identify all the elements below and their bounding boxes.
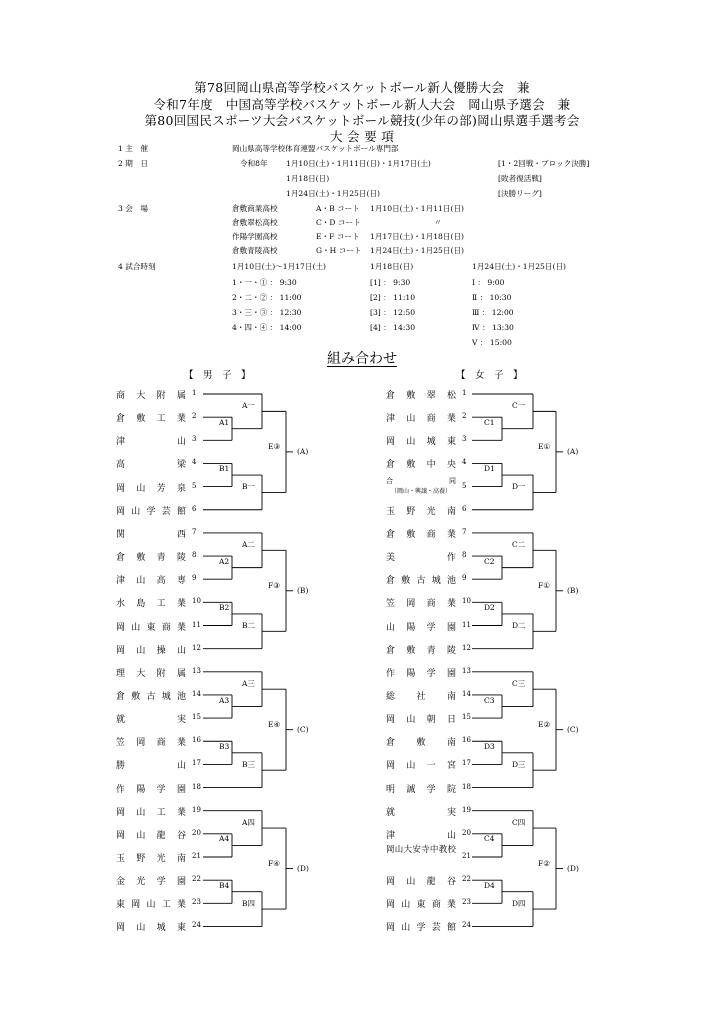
period-note-3: [決勝リーグ] — [498, 189, 542, 198]
boys-team-6: 岡山学芸館 — [116, 506, 186, 517]
times-col1-header: 1月10日(土)～1月17日(土) — [232, 262, 326, 271]
boys-team-14: 倉敷古城池 — [116, 691, 186, 702]
boys-team-5: 岡山芳泉 — [116, 483, 186, 494]
venue-court-1: A・B コート — [316, 204, 360, 213]
boys-r2-label-7: A四 — [242, 818, 255, 828]
girls-num-5: 5 — [462, 481, 467, 490]
boys-r2-label-8: B四 — [242, 899, 256, 909]
girls-team-16: 倉敷南 — [386, 738, 456, 749]
times-col3-row5: Ⅴ ： 15:00 — [472, 338, 512, 347]
times-col1-row3: 3・三・③ ： 12:30 — [232, 308, 302, 317]
boys-num-5: 5 — [192, 481, 197, 490]
girls-team-3: 岡山城東 — [386, 437, 456, 448]
boys-r1-label-6: B3 — [219, 741, 230, 751]
girls-block-label-2: (B) — [567, 585, 579, 595]
boys-team-20: 岡山龍谷 — [116, 830, 186, 841]
girls-num-23: 23 — [462, 898, 471, 907]
boys-block-label-3: (C) — [297, 724, 309, 734]
venue-dates-4: 1月24日(土)・1月25日(日) — [370, 246, 464, 255]
girls-r1-label-6: D3 — [484, 741, 495, 751]
girls-team-4: 倉敷中央 — [386, 460, 456, 471]
boys-num-22: 22 — [192, 875, 201, 884]
title-line-2: 令和7年度 中国高等学校バスケットボール新人大会 岡山県予選会 兼 — [153, 97, 571, 112]
boys-r1-label-7: A4 — [219, 834, 230, 844]
girls-num-16: 16 — [462, 736, 471, 745]
boys-r2-label-1: A一 — [242, 401, 255, 411]
boys-num-13: 13 — [192, 666, 201, 675]
period-dates-2: 1月18日(日) — [286, 174, 330, 183]
girls-team-23: 岡山東商業 — [386, 900, 456, 911]
girls-team-5-sub: （岡山・興譲・高養） — [390, 487, 451, 495]
boys-team-10: 水島工業 — [116, 599, 186, 610]
boys-r2-label-6: B三 — [242, 760, 256, 770]
venue-court-3: E・F コート — [316, 232, 360, 241]
boys-r1-label-4: B2 — [219, 602, 230, 612]
boys-team-1: 商大附属 — [116, 391, 186, 401]
girls-team-9: 倉敷古城池 — [386, 576, 456, 587]
boys-num-9: 9 — [192, 574, 197, 583]
girls-num-4: 4 — [462, 458, 467, 467]
girls-team-20: 津山 — [386, 830, 456, 841]
boys-r2-label-5: A三 — [242, 679, 255, 689]
girls-final-label-4: F② — [538, 858, 550, 868]
boys-num-1: 1 — [192, 389, 197, 397]
boys-final-label-3: E④ — [268, 719, 281, 729]
girls-num-6: 6 — [462, 504, 467, 513]
boys-team-16: 笠岡商業 — [116, 738, 186, 749]
girls-r2-label-6: D三 — [512, 760, 526, 770]
boys-num-3: 3 — [192, 435, 197, 444]
venue-court-4: G・H コート — [316, 246, 362, 255]
period-label: 2 期 日 — [118, 159, 149, 168]
period-note-1: [1・2回戦・ブロック決勝] — [498, 159, 590, 168]
boys-team-21: 玉野光南 — [116, 854, 186, 864]
girls-r2-label-1: C一 — [512, 401, 526, 411]
boys-num-20: 20 — [192, 828, 201, 837]
girls-team-6: 玉野光南 — [386, 506, 456, 517]
girls-team-12: 倉敷青陵 — [386, 645, 456, 656]
times-col3-header: 1月24日(土)・1月25日(日) — [472, 262, 566, 271]
boys-num-10: 10 — [192, 597, 201, 606]
girls-num-9: 9 — [462, 574, 467, 583]
boys-team-2: 倉敷工業 — [116, 414, 186, 425]
times-col2-row4: [4] ： 14:30 — [370, 323, 416, 332]
boys-team-9: 津山高専 — [116, 576, 186, 587]
girls-final-label-2: F① — [538, 580, 550, 590]
organizer-value: 岡山県高等学校体育連盟バスケットボール専門部 — [232, 144, 399, 153]
venue-court-2: C・D コート — [316, 218, 361, 227]
boys-team-15: 就実 — [116, 715, 186, 726]
boys-r1-label-2: B1 — [219, 464, 230, 474]
venue-dates-1: 1月10日(土)・1月11日(日) — [370, 204, 464, 213]
girls-num-18: 18 — [462, 782, 471, 791]
boys-block-label-4: (D) — [297, 863, 309, 873]
boys-team-4: 高梁 — [116, 460, 186, 471]
boys-title: 【 男 子 】 — [184, 370, 251, 381]
girls-num-15: 15 — [462, 713, 471, 722]
boys-num-21: 21 — [192, 852, 201, 860]
girls-team-22: 岡山龍谷 — [386, 877, 456, 888]
boys-team-17: 勝山 — [116, 761, 186, 772]
boys-num-16: 16 — [192, 736, 201, 745]
boys-team-11: 岡山東商業 — [116, 622, 186, 633]
girls-num-10: 10 — [462, 597, 471, 606]
girls-r1-label-5: C3 — [484, 695, 495, 705]
boys-num-6: 6 — [192, 504, 197, 513]
girls-team-14: 総社南 — [386, 691, 456, 702]
girls-final-label-3: E② — [538, 719, 551, 729]
period-dates-1: 1月10日(土)・1月11日(日)・1月17日(土) — [286, 159, 431, 168]
girls-num-3: 3 — [462, 435, 467, 444]
boys-team-3: 津山 — [116, 437, 186, 448]
boys-team-19: 岡山工業 — [116, 807, 186, 818]
boys-team-12: 岡山操山 — [116, 645, 186, 656]
boys-block-label-1: (A) — [297, 446, 309, 456]
girls-team-19: 就実 — [386, 807, 456, 818]
boys-num-15: 15 — [192, 713, 201, 722]
times-col1-row2: 2・二・② ： 11:00 — [232, 293, 302, 302]
boys-num-23: 23 — [192, 898, 201, 907]
girls-num-22: 22 — [462, 875, 471, 884]
boys-num-24: 24 — [192, 921, 201, 930]
times-col2-row3: [3] ： 12:50 — [370, 308, 416, 317]
boys-num-7: 7 — [192, 527, 197, 536]
girls-team-11: 山陽学園 — [386, 622, 456, 633]
boys-team-23: 東岡山工業 — [116, 900, 186, 911]
title-line-1: 第78回岡山県高等学校バスケットボール新人優勝大会 兼 — [194, 80, 530, 95]
period-dates-3: 1月24日(土)・1月25日(日) — [286, 189, 380, 198]
boys-num-12: 12 — [192, 643, 201, 652]
bracket-heading: 組み合わせ — [327, 351, 397, 367]
girls-team-18: 明誠学院 — [386, 784, 456, 795]
girls-team-13: 作陽学園 — [386, 668, 456, 679]
venue-school-1: 倉敷商業高校 — [232, 204, 278, 213]
venue-dates-3: 1月17日(土)・1月18日(日) — [370, 232, 464, 241]
boys-team-24: 岡山城東 — [116, 923, 186, 934]
times-col3-row1: Ⅰ ： 9:00 — [472, 278, 505, 287]
boys-num-4: 4 — [192, 458, 197, 467]
times-label: 4 試合時刻 — [118, 262, 156, 271]
girls-block-label-1: (A) — [567, 446, 579, 456]
venue-dates-2: 〃 — [434, 218, 442, 227]
organizer-label: 1 主 催 — [118, 144, 149, 153]
venue-school-4: 倉敷青陵高校 — [232, 246, 278, 255]
boys-num-8: 8 — [192, 551, 197, 560]
girls-r2-label-4: D二 — [512, 621, 526, 631]
boys-final-label-2: F③ — [268, 580, 280, 590]
girls-r2-label-3: C二 — [512, 540, 526, 550]
girls-title: 【 女 子 】 — [456, 370, 523, 381]
boys-final-label-1: E③ — [268, 441, 281, 451]
times-col3-row2: Ⅱ ： 10:30 — [472, 293, 512, 302]
girls-block-label-3: (C) — [567, 724, 579, 734]
times-col2-header: 1月18日(日) — [370, 262, 414, 271]
venue-school-3: 作陽学園高校 — [232, 232, 278, 241]
girls-num-7: 7 — [462, 527, 467, 536]
girls-num-20: 20 — [462, 828, 471, 837]
girls-num-17: 17 — [462, 759, 471, 768]
girls-team-1: 倉敷翠松 — [386, 391, 456, 401]
boys-team-22: 金光学園 — [116, 877, 186, 888]
girls-team-7: 倉敷商業 — [386, 529, 456, 540]
boys-block-label-2: (B) — [297, 585, 309, 595]
girls-num-19: 19 — [462, 805, 471, 814]
boys-team-7: 関西 — [116, 529, 186, 540]
title-line-4: 大 会 要 項 — [329, 129, 395, 144]
girls-num-13: 13 — [462, 666, 471, 675]
boys-team-13: 理大附属 — [116, 668, 186, 679]
period-era: 令和8年 — [240, 159, 268, 168]
girls-num-12: 12 — [462, 643, 471, 652]
girls-r1-label-3: C2 — [484, 556, 495, 566]
girls-num-14: 14 — [462, 689, 471, 698]
girls-r1-label-4: D2 — [484, 602, 495, 612]
boys-num-11: 11 — [192, 620, 201, 629]
girls-team-2: 津山商業 — [386, 414, 456, 425]
girls-r2-label-5: C三 — [512, 679, 526, 689]
girls-team-15: 岡山朝日 — [386, 715, 456, 726]
girls-r2-label-7: C四 — [512, 818, 526, 828]
girls-team-10: 笠岡商業 — [386, 599, 456, 610]
times-col2-row1: [1] ： 9:30 — [370, 278, 411, 287]
times-col1-row1: 1・一・① ： 9:30 — [232, 278, 297, 287]
girls-r1-label-7: C4 — [484, 834, 495, 844]
boys-num-19: 19 — [192, 805, 201, 814]
girls-num-21: 21 — [462, 852, 471, 860]
boys-r2-label-2: B一 — [242, 482, 256, 492]
girls-num-2: 2 — [462, 412, 467, 421]
girls-r1-label-8: D4 — [484, 880, 495, 890]
boys-team-8: 倉敷青陵 — [116, 553, 186, 564]
girls-num-11: 11 — [462, 620, 471, 629]
venue-label: 3 会 場 — [118, 204, 149, 213]
boys-r1-label-1: A1 — [219, 417, 230, 427]
girls-num-1: 1 — [462, 389, 467, 397]
times-col1-row4: 4・四・④ ： 14:00 — [232, 323, 302, 332]
period-note-2: [敗者復活戦] — [498, 174, 542, 183]
boys-num-2: 2 — [192, 412, 197, 421]
boys-r1-label-8: B4 — [219, 880, 230, 890]
girls-r1-label-2: D1 — [484, 464, 495, 474]
girls-team-8: 美作 — [386, 553, 456, 564]
girls-team-17: 岡山一宮 — [386, 761, 456, 772]
times-col3-row4: Ⅳ ： 13:30 — [472, 323, 514, 332]
boys-r2-label-4: B二 — [242, 621, 256, 631]
title-line-3: 第80回国民スポーツ大会バスケットボール競技(少年の部)岡山県選手選考会 — [144, 113, 580, 128]
girls-final-label-1: E① — [538, 441, 551, 451]
boys-r1-label-5: A3 — [219, 695, 230, 705]
girls-team-24: 岡山学芸館 — [386, 923, 456, 934]
girls-r2-label-2: D一 — [512, 482, 526, 492]
girls-r1-label-1: C1 — [484, 417, 495, 427]
boys-r2-label-3: A二 — [242, 540, 255, 550]
girls-num-8: 8 — [462, 551, 467, 560]
girls-block-label-4: (D) — [567, 863, 579, 873]
girls-team-21: 岡山大安寺中教校 — [386, 845, 456, 855]
boys-r1-label-3: A2 — [219, 556, 230, 566]
boys-num-14: 14 — [192, 689, 201, 698]
boys-num-17: 17 — [192, 759, 201, 768]
boys-team-18: 作陽学園 — [116, 784, 186, 795]
girls-team-5: 合同 — [386, 476, 456, 485]
times-col3-row3: Ⅲ ： 12:00 — [472, 308, 514, 317]
girls-r2-label-8: D四 — [512, 899, 526, 909]
venue-school-2: 倉敷翠松高校 — [232, 218, 278, 227]
boys-final-label-4: F④ — [268, 858, 280, 868]
girls-num-24: 24 — [462, 921, 471, 930]
times-col2-row2: [2] ： 11:10 — [370, 293, 416, 302]
boys-num-18: 18 — [192, 782, 201, 791]
